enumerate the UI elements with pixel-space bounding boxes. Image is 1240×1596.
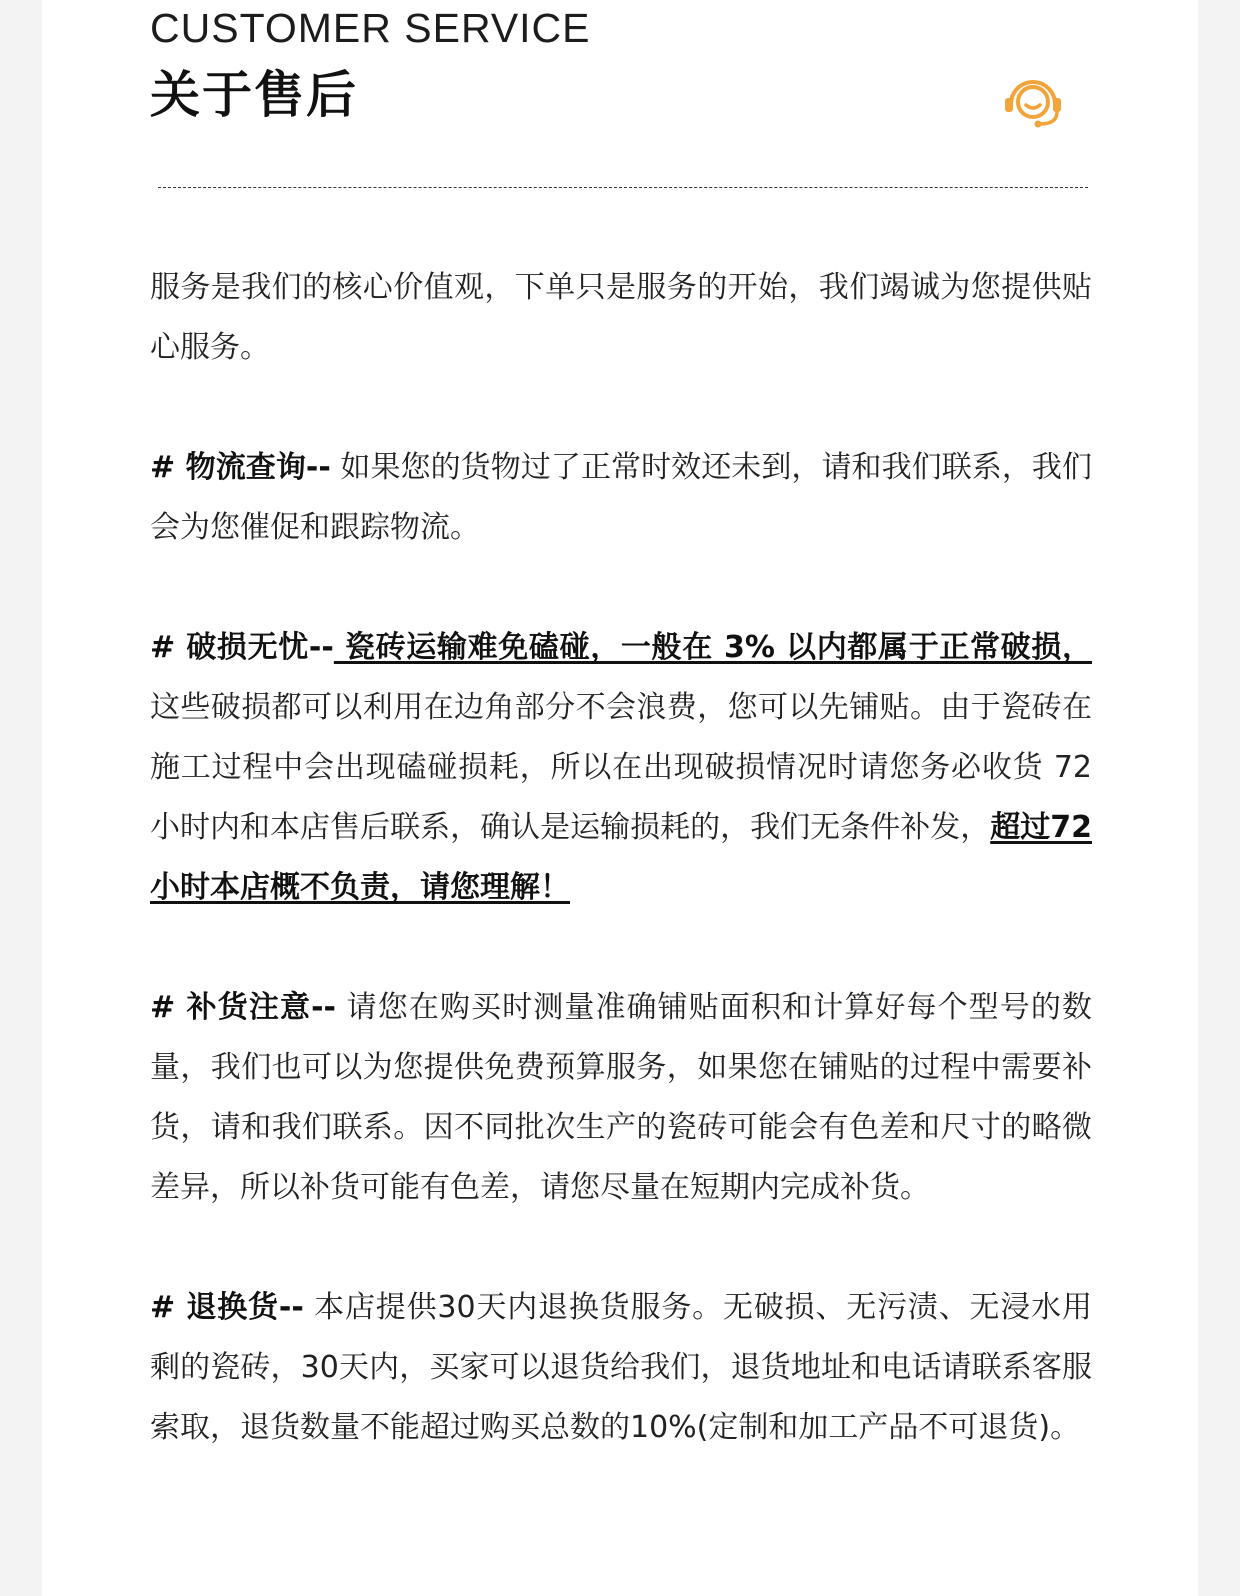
- english-title: CUSTOMER SERVICE: [150, 5, 591, 51]
- section-logistics: [150, 438, 1092, 558]
- section-text: 请您在购买时测量准确铺贴面积和计算好每个型号的数量，我们也可以为您提供免费预算服务，如果您在铺贴的过程中需要补货，请和我们联系。因不同批次生产的瓷砖可能会有色差和尺寸的略微差异，所以补货可能有色差，请您尽量在短期内完成补货。: [150, 990, 1092, 1205]
- underlined-highlight: 瓷砖运输难免磕碰，一般在 3% 以内都属于正常破损，: [333, 630, 1093, 665]
- section-heading: # 退换货--: [150, 1290, 304, 1325]
- section-text: 本店提供30天内退换货服务。无破损、无污渍、无浸水用剩的瓷砖，30天内，买家可以退货给我们，退货地址和电话请联系客服索取，退货数量不能超过购买总数的10%(定制和加工产品不可退货)。: [150, 1290, 1092, 1445]
- section-breakage: [150, 618, 1092, 918]
- intro-paragraph: 服务是我们的核心价值观，下单只是服务的开始，我们竭诚为您提供贴心服务。: [150, 270, 1092, 365]
- section-returns: [150, 1278, 1092, 1458]
- dashed-divider: [158, 187, 1088, 188]
- header: [150, 4, 1080, 126]
- section-heading: # 破损无忧--: [150, 630, 334, 665]
- chinese-title: 关于售后: [150, 66, 358, 124]
- section-text: 这些破损都可以利用在边角部分不会浪费，您可以先铺贴。由于瓷砖在施工过程中会出现磕碰损耗，所以在出现破损情况时请您务必收货 72 小时内和本店售后联系，确认是运输损耗的，我们无条件补发，: [150, 690, 1092, 845]
- section-heading: # 物流查询--: [150, 450, 331, 485]
- section-heading: # 补货注意--: [150, 990, 336, 1025]
- section-restock: [150, 978, 1092, 1218]
- after-sales-page: [42, 0, 1198, 1596]
- section-text: 如果您的货物过了正常时效还未到，请和我们联系，我们会为您催促和跟踪物流。: [150, 450, 1092, 545]
- underlined-warning: 超过72 小时本店概不负责，请您理解！: [150, 810, 1092, 905]
- customer-service-headset-icon: [1002, 76, 1064, 132]
- content-body: [150, 258, 1092, 1458]
